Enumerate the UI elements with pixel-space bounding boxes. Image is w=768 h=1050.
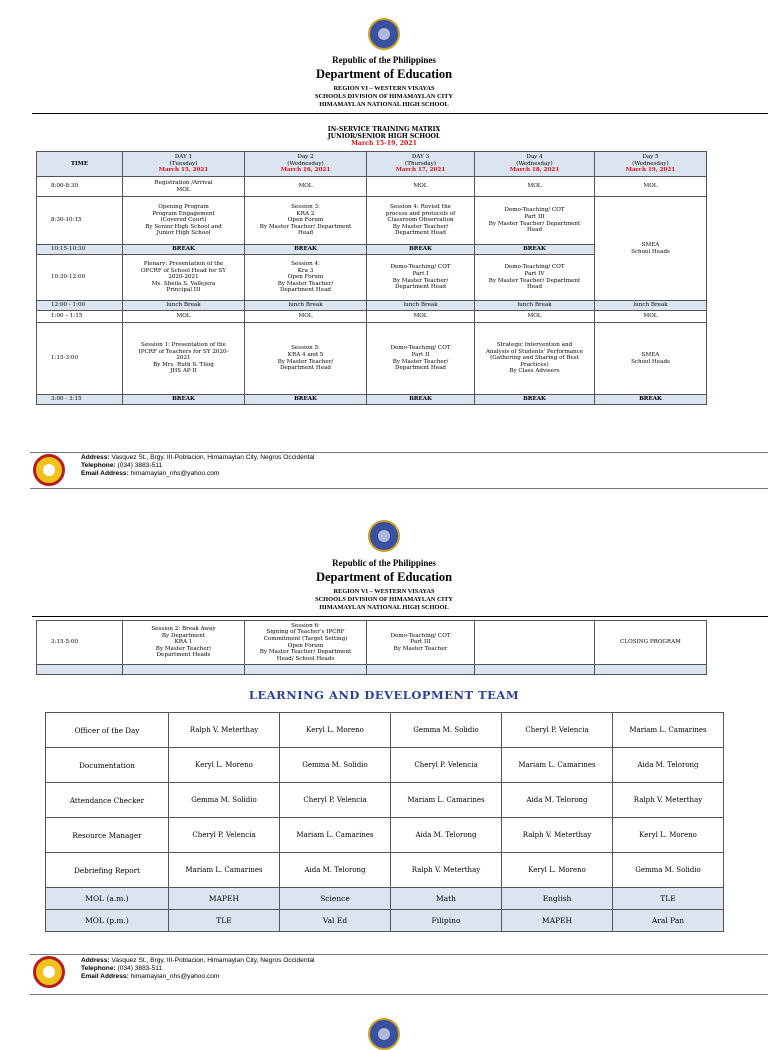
schedule-cell: SMEA School Heads bbox=[595, 197, 707, 301]
subject-cell: MAPEH bbox=[169, 888, 280, 910]
time-cell: 10:30-12:00 bbox=[37, 255, 123, 301]
member-cell: Ralph V. Meterthay bbox=[391, 853, 502, 888]
address-text: Vasquez St., Brgy. III-Poblacion, Himamaylan City, Negros Occidental bbox=[111, 454, 315, 461]
member-cell: Gemma M. Solidio bbox=[613, 853, 724, 888]
schedule-cell: Session 4: Revisit the process and protocols of Classroom Observation By Master Teacher/ Department Head bbox=[367, 197, 475, 245]
time-header: TIME bbox=[37, 152, 123, 177]
time-cell: 1:15-3:00 bbox=[37, 323, 123, 395]
region-text: REGION VI – WESTERN VISAYAS bbox=[333, 85, 435, 92]
schedule-cell: Demo-Teaching/ COT Part II By Master Teacher/ Department Head bbox=[367, 323, 475, 395]
department-title: Department of Education bbox=[315, 570, 453, 584]
schedule-cell: Session 5: KRA 4 and 5 By Master Teacher/ Department Head bbox=[245, 323, 367, 395]
role-label: Resource Manager bbox=[46, 818, 169, 853]
schedule-cell: MOL bbox=[367, 311, 475, 323]
member-cell: Aida M. Telorong bbox=[613, 748, 724, 783]
time-cell: 1:00 – 1:15 bbox=[37, 311, 123, 323]
republic-text: Republic of the Philippines bbox=[332, 55, 436, 65]
day-4-header: Day 4 (Wednesday) March 18, 2021 bbox=[475, 152, 595, 177]
break-cell: BREAK bbox=[245, 245, 367, 255]
break-cell: BREAK bbox=[367, 245, 475, 255]
schedule-cell: CLOSING PROGRAM bbox=[595, 621, 707, 665]
header-divider bbox=[32, 113, 768, 114]
subject-cell: MAPEH bbox=[502, 910, 613, 932]
department-title: Department of Education bbox=[315, 67, 453, 81]
schedule-cell: MOL bbox=[475, 177, 595, 197]
schedule-cell: Plenary: Presentation of the OPCRF of School Head for SY 2020-2021 Ms. Sheila S. Vallejera Principal III bbox=[123, 255, 245, 301]
table-row bbox=[46, 783, 724, 818]
member-cell: Mariam L. Camarines bbox=[280, 818, 391, 853]
footer-divider bbox=[30, 452, 768, 453]
table-row bbox=[37, 311, 707, 323]
member-cell: Keryl L. Moreno bbox=[169, 748, 280, 783]
schedule-cell: MOL bbox=[123, 311, 245, 323]
table-row bbox=[46, 818, 724, 853]
member-cell: Keryl L. Moreno bbox=[502, 853, 613, 888]
team-table bbox=[45, 712, 724, 932]
lunch-cell: lunch Break bbox=[475, 301, 595, 311]
break-cell: BREAK bbox=[123, 245, 245, 255]
telephone-text: (034) 3883-511 bbox=[117, 965, 163, 972]
table-row bbox=[37, 323, 707, 395]
member-cell: Mariam L. Camarines bbox=[169, 853, 280, 888]
subject-cell: Filipino bbox=[391, 910, 502, 932]
subject-cell: English bbox=[502, 888, 613, 910]
deped-seal-icon bbox=[368, 18, 400, 50]
table-row bbox=[37, 621, 707, 665]
time-cell: 10:15-10:30 bbox=[37, 245, 123, 255]
day-1-header: DAY 1 (Tuesday) March 15, 2021 bbox=[123, 152, 245, 177]
table-row bbox=[37, 395, 707, 405]
time-cell: 3:00 - 3:15 bbox=[37, 395, 123, 405]
footer-contact: Address: Vasquez St., Brgy. III-Poblacion, Himamaylan City, Negros Occidental Telephone: (034) 3883-511 Email Address: himamaylan_nhs@yahoo.com bbox=[81, 957, 315, 980]
table-row bbox=[46, 888, 724, 910]
schedule-table bbox=[36, 151, 707, 405]
break-cell: BREAK bbox=[123, 395, 245, 405]
table-row bbox=[46, 910, 724, 932]
member-cell: Ralph V. Meterthay bbox=[613, 783, 724, 818]
division-text: SCHOOLS DIVISION OF HIMAMAYLAN CITY bbox=[314, 596, 453, 603]
team-title: LEARNING AND DEVELOPMENT TEAM bbox=[248, 688, 520, 702]
schedule-cell: Session 4: Kra 3 Open Forum By Master Teacher/ Department Head bbox=[245, 255, 367, 301]
role-label: Debriefing Report bbox=[46, 853, 169, 888]
schedule-cell: MOL bbox=[475, 311, 595, 323]
school-text: HIMAMAYLAN NATIONAL HIGH SCHOOL bbox=[319, 101, 449, 108]
lunch-cell: lunch Break bbox=[245, 301, 367, 311]
break-cell: BREAK bbox=[475, 245, 595, 255]
deped-seal-icon bbox=[368, 1018, 400, 1050]
division-text: SCHOOLS DIVISION OF HIMAMAYLAN CITY bbox=[314, 93, 453, 100]
member-cell: Ralph V. Meterthay bbox=[169, 713, 280, 748]
time-cell: 12:00 - 1:00 bbox=[37, 301, 123, 311]
member-cell: Ralph V. Meterthay bbox=[502, 818, 613, 853]
header-divider bbox=[32, 616, 768, 617]
schedule-cell: MOL bbox=[595, 311, 707, 323]
member-cell: Keryl L. Moreno bbox=[280, 713, 391, 748]
break-cell: BREAK bbox=[367, 395, 475, 405]
member-cell: Aida M. Telorong bbox=[502, 783, 613, 818]
schedule-cell: Session 2: Break Away By Department KRA 1 By Master Teacher/ Department Heads bbox=[123, 621, 245, 665]
subject-cell: TLE bbox=[613, 888, 724, 910]
table-row bbox=[46, 853, 724, 888]
member-cell: Mariam L. Camarines bbox=[391, 783, 502, 818]
school-text: HIMAMAYLAN NATIONAL HIGH SCHOOL bbox=[319, 604, 449, 611]
break-cell: BREAK bbox=[475, 395, 595, 405]
member-cell: Cheryl P. Velencia bbox=[502, 713, 613, 748]
email-text: himamaylan_nhs@yahoo.com bbox=[130, 973, 220, 980]
schedule-cell: MOL bbox=[245, 311, 367, 323]
member-cell: Cheryl P. Velencia bbox=[169, 818, 280, 853]
schedule-cell: Opening Program Program Engagement (Covered Court) By Senior High School and Junior High School bbox=[123, 197, 245, 245]
address-text: Vasquez St., Brgy. III-Poblacion, Himamaylan City, Negros Occidental bbox=[111, 957, 315, 964]
email-text: himamaylan_nhs@yahoo.com bbox=[130, 470, 220, 477]
subject-cell: Val Ed bbox=[280, 910, 391, 932]
role-label: Documentation bbox=[46, 748, 169, 783]
schedule-header-row bbox=[37, 152, 707, 177]
republic-text: Republic of the Philippines bbox=[332, 558, 436, 568]
time-cell: 8:00-8:30 bbox=[37, 177, 123, 197]
member-cell: Keryl L. Moreno bbox=[613, 818, 724, 853]
schedule-cell: MOL bbox=[367, 177, 475, 197]
lunch-cell: lunch Break bbox=[367, 301, 475, 311]
role-label: Attendance Checker bbox=[46, 783, 169, 818]
footer-contact: Address: Vasquez St., Brgy. III-Poblacion, Himamaylan City, Negros Occidental Telephone: (034) 3883-511 Email Address: himamaylan_nhs@yahoo.com bbox=[81, 454, 315, 477]
member-cell: Mariam L. Camarines bbox=[502, 748, 613, 783]
table-row bbox=[46, 748, 724, 783]
schedule-cell: Demo-Teaching/ COT Part IV By Master Teacher/ Department Head bbox=[475, 255, 595, 301]
schedule-cell bbox=[475, 621, 595, 665]
member-cell: Gemma M. Solidio bbox=[280, 748, 391, 783]
school-logo-icon bbox=[33, 454, 65, 486]
schedule-cell: SMEA School Heads bbox=[595, 323, 707, 395]
day-3-header: DAY 3 (Thursday) March 17, 2021 bbox=[367, 152, 475, 177]
mol-pm-label: MOL (p.m.) bbox=[46, 910, 169, 932]
member-cell: Gemma M. Solidio bbox=[391, 713, 502, 748]
lunch-cell: lunch Break bbox=[595, 301, 707, 311]
matrix-title: IN-SERVICE TRAINING MATRIX bbox=[327, 126, 441, 133]
table-row bbox=[37, 301, 707, 311]
schedule-cell: Session 3: KRA 2 Open Forum By Master Teacher/ Department Head bbox=[245, 197, 367, 245]
table-row bbox=[46, 713, 724, 748]
subject-cell: TLE bbox=[169, 910, 280, 932]
member-cell: Aida M. Telorong bbox=[280, 853, 391, 888]
schedule-cell: MOL bbox=[595, 177, 707, 197]
table-row bbox=[37, 197, 707, 245]
schedule-cell: Session 6: Signing of Teacher's IPCRF Commitment (Target Setting) Open Forum By Master Teacher/ Department Head/ School Heads bbox=[245, 621, 367, 665]
time-cell: 3:15-5:00 bbox=[37, 621, 123, 665]
footer-divider bbox=[30, 954, 768, 955]
telephone-text: (034) 3883-511 bbox=[117, 462, 163, 469]
lunch-cell: lunch Break bbox=[123, 301, 245, 311]
table-row bbox=[37, 177, 707, 197]
schedule-cell: Session 1: Presentation of the IPCRF of Teachers for SY 2020- 2021 By Mrs. Ruth S. Tilog JHS AP II bbox=[123, 323, 245, 395]
break-cell: BREAK bbox=[595, 395, 707, 405]
school-logo-icon bbox=[33, 956, 65, 988]
region-text: REGION VI – WESTERN VISAYAS bbox=[333, 588, 435, 595]
subject-cell: Aral Pan bbox=[613, 910, 724, 932]
table-row bbox=[37, 665, 707, 675]
matrix-dates: March 15-19, 2021 bbox=[351, 140, 417, 147]
member-cell: Cheryl P. Velencia bbox=[391, 748, 502, 783]
member-cell: Gemma M. Solidio bbox=[169, 783, 280, 818]
schedule-table-continued bbox=[36, 620, 707, 675]
schedule-cell: Strategic Intervention and Analysis of Students' Performance (Gathering and Sharing of Best Practices) By Class Advisers bbox=[475, 323, 595, 395]
page-divider bbox=[30, 994, 768, 995]
member-cell: Cheryl P. Velencia bbox=[280, 783, 391, 818]
schedule-cell: Demo-Teaching/ COT Part III By Master Teacher bbox=[367, 621, 475, 665]
mol-am-label: MOL (a.m.) bbox=[46, 888, 169, 910]
day-2-header: Day 2 (Wednesday) March 16, 2021 bbox=[245, 152, 367, 177]
subject-cell: Math bbox=[391, 888, 502, 910]
member-cell: Aida M. Telorong bbox=[391, 818, 502, 853]
page-divider bbox=[30, 488, 768, 489]
schedule-cell: Registration /Arrival MOL bbox=[123, 177, 245, 197]
time-cell: 8:30-10:15 bbox=[37, 197, 123, 245]
role-label: Officer of the Day bbox=[46, 713, 169, 748]
schedule-cell: MOL bbox=[245, 177, 367, 197]
day-5-header: Day 5 (Wednesday) March 19, 2021 bbox=[595, 152, 707, 177]
deped-seal-icon bbox=[368, 520, 400, 552]
schedule-cell: Demo-Teaching/ COT Part I By Master Teacher/ Department Head bbox=[367, 255, 475, 301]
member-cell: Mariam L. Camarines bbox=[613, 713, 724, 748]
break-cell: BREAK bbox=[245, 395, 367, 405]
schedule-cell: Demo-Teaching/ COT Part III By Master Teacher/ Department Head bbox=[475, 197, 595, 245]
matrix-subtitle: JUNIOR/SENIOR HIGH SCHOOL bbox=[327, 133, 441, 140]
subject-cell: Science bbox=[280, 888, 391, 910]
